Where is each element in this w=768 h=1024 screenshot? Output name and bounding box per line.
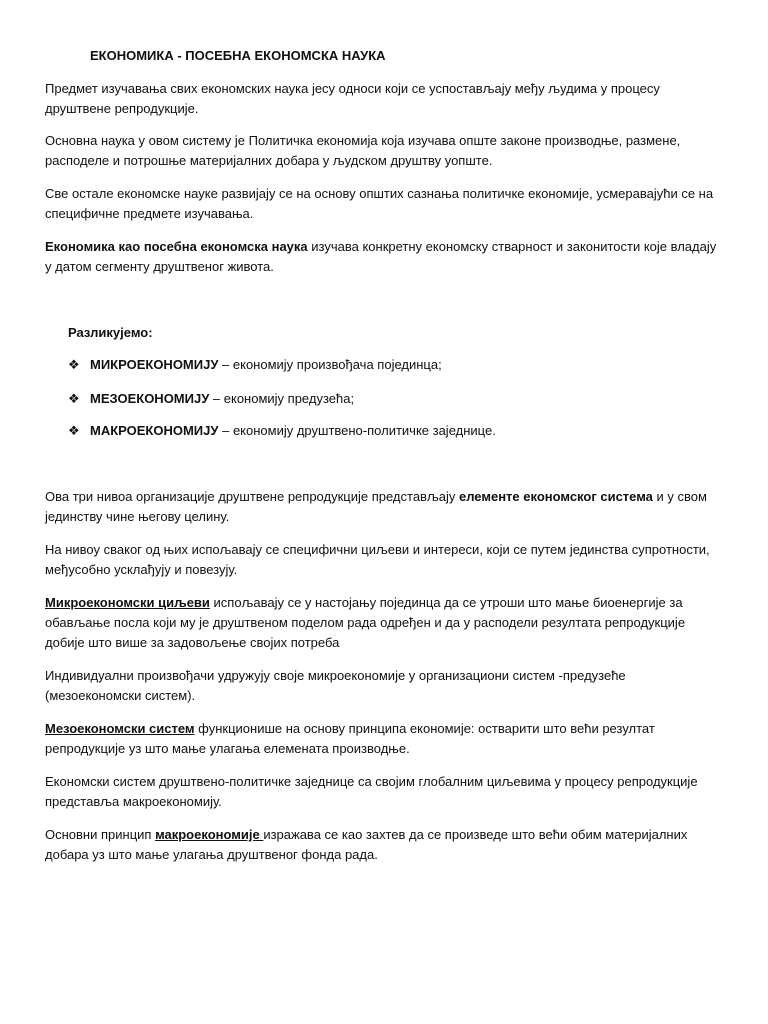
list-item-term: МЕЗОЕКОНОМИЈУ [90, 391, 210, 406]
economic-system-elements-term: елементе економског система [458, 489, 653, 504]
macro-principle-pre: Основни принцип [45, 827, 156, 842]
distinguish-label: Разликујемо: [68, 325, 153, 340]
economics-definition-text: изучава конкретну економску стварност и законитости које владају у датом сегменту друштвеног живота. [45, 239, 717, 274]
micro-goals-text: испољавају се у настојању појединца да се утроши што мање биоенергије за обављање посла који му је друштвеном поделом рада одређен и да у расподели резултата репродукције добије што више за задовољење својих потреба [45, 595, 686, 650]
diamond-bullet-icon: ❖ [68, 392, 80, 407]
list-item-desc: – економију произвођача појединца; [218, 357, 442, 372]
diamond-bullet-icon: ❖ [68, 424, 80, 439]
list-item-term: МИКРОЕКОНОМИЈУ [90, 357, 219, 372]
meso-system-text: функционише на основу принципа економије: остварити што већи резултат репродукције уз што мање улагања елемената производње. [45, 721, 655, 756]
paragraph-individual-producers: Индивидуални произвођачи удружују своје микроекономије у организациони систем -предузеће (мезоекономски систем). [45, 668, 626, 703]
list-item [68, 389, 354, 410]
paragraph-other-sciences: Све остале економске науке развијају се на основу општих сазнања политичке економије, усмеравајући се на специфичне предмете изучавања. [45, 186, 714, 221]
list-item-desc: – економију друштвено-политичке заједнице. [218, 423, 496, 438]
paragraph-meso-system [45, 719, 725, 759]
paragraph-political-economy: Основна наука у овом систему је Политичка економија која изучава опште законе производње, размене, расподеле и потрошње материјалних добара у људском друштву уопште. [45, 133, 681, 168]
document-title: ЕКОНОМИКА - ПОСЕБНА ЕКОНОМСКА НАУКА [90, 48, 386, 63]
paragraph-macro-principle [45, 825, 725, 865]
paragraph-goals-interests: На нивоу сваког од њих испољавају се специфични циљеви и интереси, који се путем јединства супротности, међусобно усклађују и повезују. [45, 542, 710, 577]
paragraph-micro-goals [45, 593, 725, 653]
list-item [68, 421, 496, 442]
micro-goals-term: Микроекономски циљеви [45, 595, 210, 610]
paragraph-three-levels [45, 487, 725, 527]
three-levels-post: и у свом јединству чине његову целину. [45, 489, 707, 524]
macro-term: макроекономије [155, 827, 264, 842]
paragraph-economics-definition [45, 237, 725, 277]
meso-system-term: Мезоекономски систем [45, 721, 195, 736]
diamond-bullet-icon: ❖ [68, 358, 80, 373]
list-item-desc: – економију предузећа; [209, 391, 355, 406]
economics-term: Економика као посебна економска наука [45, 239, 308, 254]
macro-principle-post: изражава се као захтев да се произведе што већи обим материјалних добара уз што мање улагања друштвеног фонда рада. [45, 827, 688, 862]
paragraph-subject: Предмет изучавања свих економских наука јесу односи који се успостављају међу људима у процесу друштвене репродукције. [45, 81, 660, 116]
list-item-term: МАКРОЕКОНОМИЈУ [90, 423, 219, 438]
list-item [68, 355, 442, 376]
three-levels-pre: Ова три нивоа организације друштвене репродукције представљају [45, 489, 459, 504]
paragraph-macro-economy: Економски систем друштвено-политичке заједнице са својим глобалним циљевима у процесу репродукције представља макроекономију. [45, 774, 698, 809]
